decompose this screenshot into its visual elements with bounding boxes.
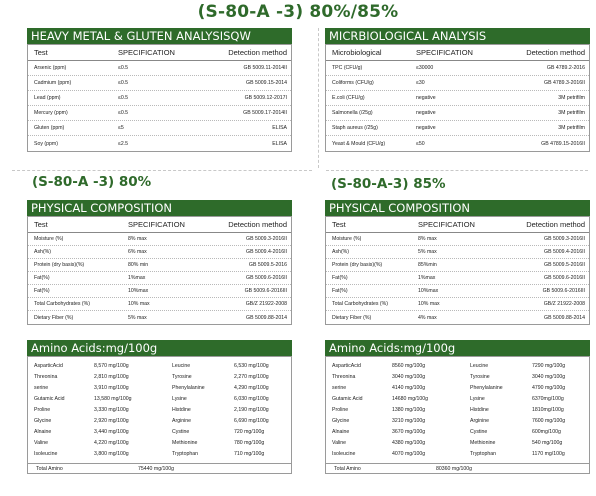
method-cell: 3M petrifilm — [558, 95, 585, 101]
amino-acid-value: 8,570 mg/100g — [94, 363, 129, 369]
method-cell: GB 5009.12-2017I — [244, 95, 287, 101]
table-row — [326, 121, 589, 136]
list-item — [34, 449, 166, 460]
test-cell: E.coli (CFU/g) — [332, 95, 365, 101]
table-row — [326, 233, 589, 246]
spec-cell: 1%max — [418, 275, 436, 281]
table-header-row — [326, 217, 589, 233]
amino-acid-value: 2,190 mg/100g — [234, 407, 269, 413]
test-cell: Lead (ppm) — [34, 95, 61, 101]
test-cell: Staph aureus (/25g) — [332, 125, 378, 131]
spec-cell: negative — [416, 110, 436, 116]
horizontal-divider-right — [326, 170, 588, 171]
method-cell: GB 4789.15-2016II — [541, 140, 585, 147]
total-amino-label: Total Amino — [334, 466, 361, 472]
amino-acid-name: Alnaine — [34, 429, 52, 435]
total-amino-value: 80360 mg/100g — [436, 466, 473, 472]
amino-acid-name: Proline — [34, 407, 51, 413]
test-cell: Salmonella (/25g) — [332, 110, 373, 116]
table-row — [28, 246, 291, 259]
spec-cell: 85%min — [418, 262, 437, 268]
amino-acid-value: 13,580 mg/100g — [94, 396, 132, 402]
amino-acid-name: Gutamic Acid — [34, 396, 65, 402]
list-item — [172, 372, 296, 383]
table-row — [326, 76, 589, 91]
amino-acid-value: 4,220 mg/100g — [94, 440, 129, 446]
amino-acid-name: Cystine — [470, 429, 488, 435]
amino-acid-name: Glycine — [332, 418, 350, 424]
spec-cell: ≤0.5 — [118, 110, 129, 116]
left-physical-table — [27, 216, 292, 325]
method-cell: GB 5009.3-2016II — [544, 236, 585, 242]
list-item — [332, 405, 462, 416]
amino-acid-name: Alnaine — [332, 429, 350, 435]
list-item — [332, 438, 462, 449]
table-row — [326, 136, 589, 151]
list-item — [172, 405, 296, 416]
list-item — [470, 405, 594, 416]
amino-acid-value: 1170 mg/100g — [532, 451, 565, 457]
test-cell: Dietary Fiber (%) — [332, 314, 372, 321]
table-row — [326, 106, 589, 121]
amino-acid-name: serine — [34, 385, 49, 391]
test-cell: Fat(%) — [34, 275, 50, 281]
total-amino-row — [28, 463, 291, 473]
col-test-header: Microbiological — [332, 48, 382, 57]
col-test-header: Test — [34, 220, 48, 229]
amino-acid-value: 3,440 mg/100g — [94, 429, 129, 435]
amino-acid-name: Leucine — [172, 363, 191, 369]
amino-acid-value: 4070 mg/100g — [392, 451, 426, 457]
spec-cell: ≤30000 — [416, 65, 434, 71]
list-item — [470, 449, 594, 460]
amino-acid-value: 2,270 mg/100g — [234, 374, 269, 380]
total-amino-row — [326, 463, 589, 473]
col-spec-header: SPECIFICATION — [118, 48, 175, 57]
col-spec-header: SPECIFICATION — [128, 220, 185, 229]
amino-acid-name: Cystine — [172, 429, 190, 435]
table-row — [326, 259, 589, 272]
table-row — [28, 311, 291, 324]
spec-cell: ≤30 — [416, 80, 425, 86]
list-item — [172, 438, 296, 449]
table-row — [28, 121, 291, 136]
amino-acid-value: 540 mg/100g — [532, 440, 563, 446]
amino-acid-value: 6,690 mg/100g — [234, 418, 269, 424]
table-row — [28, 61, 291, 76]
table-row — [28, 76, 291, 91]
method-cell: GB 5009.6-2016II — [246, 275, 287, 281]
list-item — [34, 427, 166, 438]
list-item — [172, 427, 296, 438]
vertical-divider — [318, 28, 319, 168]
amino-acid-value: 3,800 mg/100g — [94, 451, 129, 457]
list-item — [332, 361, 462, 372]
list-item — [470, 394, 594, 405]
amino-acid-name: Tryptophan — [470, 451, 497, 457]
amino-acid-name: AsparticAcid — [34, 363, 63, 369]
amino-acid-name: Tryptophan — [172, 451, 199, 457]
method-cell: GB 5009.17-2014II — [243, 110, 287, 116]
test-cell: Ash(%) — [332, 249, 350, 255]
left-physical-panel — [27, 200, 292, 325]
amino-acid-value: 710 mg/100g — [234, 451, 265, 457]
spec-cell: 8% max — [418, 236, 437, 242]
table-row — [28, 259, 291, 272]
amino-acid-value: 2,810 mg/100g — [94, 374, 129, 380]
right-physical-panel — [325, 200, 590, 325]
method-cell: 3M petrifilm — [558, 125, 585, 131]
amino-acid-name: Histdine — [470, 407, 489, 413]
list-item — [470, 372, 594, 383]
list-item — [332, 383, 462, 394]
amino-acid-name: Lysine — [470, 396, 485, 402]
list-item — [470, 361, 594, 372]
amino-acid-name: Phenylalanine — [470, 385, 503, 391]
table-row — [28, 136, 291, 151]
amino-acid-name: Valine — [332, 440, 347, 446]
method-cell: GB/Z 21922-2008 — [543, 301, 585, 307]
test-cell: Yeast & Mould (CFU/g) — [332, 140, 386, 147]
amino-acid-name: Phenylalanine — [172, 385, 205, 391]
list-item — [172, 383, 296, 394]
table-row — [326, 298, 589, 311]
amino-acid-value: 6,030 mg/100g — [234, 396, 269, 402]
list-item — [470, 383, 594, 394]
amino-acid-name: serine — [332, 385, 347, 391]
col-method-header: Detection method — [228, 220, 287, 229]
amino-acid-name: Methionine — [470, 440, 496, 446]
amino-acid-name: Threonina — [332, 374, 356, 380]
spec-cell: 6% max — [128, 249, 147, 255]
spec-cell: ≤50 — [416, 140, 425, 147]
amino-acid-value: 6370mg/100g — [532, 396, 564, 402]
amino-acid-value: 4790 mg/100g — [532, 385, 566, 391]
amino-acid-name: Isoleucine — [332, 451, 356, 457]
list-item — [34, 361, 166, 372]
amino-acid-value: 780 mg/100g — [234, 440, 265, 446]
spec-cell: negative — [416, 95, 436, 101]
heavy-metal-header: HEAVY METAL & GLUTEN ANALYSISQW — [27, 28, 292, 44]
method-cell: ELISA — [272, 125, 287, 131]
list-item — [470, 438, 594, 449]
table-row — [28, 233, 291, 246]
table-row — [28, 106, 291, 121]
list-item — [332, 449, 462, 460]
amino-acid-value: 7290 mg/100g — [532, 363, 566, 369]
test-cell: Gluten (ppm) — [34, 125, 65, 131]
amino-acid-value: 14680 mg/100g — [392, 396, 429, 402]
left-amino-table — [27, 356, 292, 474]
amino-acid-value: 4,290 mg/100g — [234, 385, 269, 391]
left-physical-header: PHYSICAL COMPOSITION — [27, 200, 292, 216]
table-header-row — [326, 45, 589, 61]
amino-acid-value: 8560 mg/100g — [392, 363, 426, 369]
table-row — [326, 285, 589, 298]
method-cell: GB 5009.15-2014 — [246, 80, 287, 86]
amino-acid-name: Proline — [332, 407, 349, 413]
test-cell: Mercury (ppm) — [34, 110, 68, 116]
amino-acid-name: Isoleucine — [34, 451, 58, 457]
spec-cell: 10% max — [418, 301, 440, 307]
list-item — [34, 372, 166, 383]
list-item — [332, 427, 462, 438]
amino-acid-value: 3670 mg/100g — [392, 429, 426, 435]
method-cell: ELISA — [272, 140, 287, 147]
col-spec-header: SPECIFICATION — [418, 220, 475, 229]
spec-cell: ≤0.5 — [118, 65, 129, 71]
micro-table — [325, 44, 590, 152]
heavy-metal-panel — [27, 28, 292, 152]
table-row — [326, 272, 589, 285]
left-amino-panel — [27, 340, 292, 474]
test-cell: Cadmium (ppm) — [34, 80, 72, 86]
test-cell: Dietary Fiber (%) — [34, 314, 74, 321]
page-title: (S-80-A -3) 80%/85% — [197, 2, 399, 22]
amino-acid-value: 1380 mg/100g — [392, 407, 426, 413]
method-cell: GB 5009.11-2014II — [243, 65, 287, 71]
amino-acid-value: 6,530 mg/100g — [234, 363, 269, 369]
list-item — [470, 416, 594, 427]
method-cell: 3M petrifilm — [558, 110, 585, 116]
test-cell: Arsenic (ppm) — [34, 65, 67, 71]
col-spec-header: SPECIFICATION — [416, 48, 473, 57]
test-cell: Total Carbohydrates (%) — [34, 301, 90, 307]
amino-acid-name: Glycine — [34, 418, 52, 424]
test-cell: Soy (ppm) — [34, 140, 58, 147]
spec-cell: 4% max — [418, 314, 437, 321]
method-cell: GB 5009.4-2016II — [544, 249, 585, 255]
amino-acid-value: 7600 mg/100g — [532, 418, 566, 424]
right-amino-header: Amino Acids:mg/100g — [325, 340, 590, 356]
spec-cell: ≤0.5 — [118, 95, 129, 101]
amino-acid-value: 3040 mg/100g — [532, 374, 566, 380]
list-item — [172, 394, 296, 405]
amino-acid-value: 3040 mg/100g — [392, 374, 426, 380]
test-cell: TPC (CFU/g) — [332, 65, 363, 71]
test-cell: Fat(%) — [332, 288, 348, 294]
amino-acid-value: 4140 mg/100g — [392, 385, 426, 391]
test-cell: Protein (dry basis)(%) — [332, 262, 383, 268]
test-cell: Moisture (%) — [34, 236, 64, 242]
spec-cell: 1%max — [128, 275, 146, 281]
col-method-header: Detection method — [526, 48, 585, 57]
list-item — [332, 372, 462, 383]
micro-panel — [325, 28, 590, 152]
method-cell: GB 5009.5-2016 — [248, 262, 287, 268]
spec-cell: 80% min — [128, 262, 149, 268]
spec-cell: 5% max — [128, 314, 147, 321]
right-physical-table — [325, 216, 590, 325]
table-row — [326, 91, 589, 106]
amino-acid-value: 2,920 mg/100g — [94, 418, 129, 424]
amino-acid-value: 720 mg/100g — [234, 429, 265, 435]
method-cell: GB 5009.88-2014 — [246, 314, 287, 321]
method-cell: GB 5009.3-2016II — [246, 236, 287, 242]
method-cell: GB 4789.3-2016II — [544, 80, 585, 86]
test-cell: Protein (dry basis)(%) — [34, 262, 85, 268]
amino-acid-name: Arginine — [470, 418, 490, 424]
test-cell: Ash(%) — [34, 249, 52, 255]
spec-cell: ≤0.5 — [118, 80, 129, 86]
left-amino-header: Amino Acids:mg/100g — [27, 340, 292, 356]
amino-acid-value: 3,910 mg/100g — [94, 385, 129, 391]
col-test-header: Test — [332, 220, 346, 229]
test-cell: Fat(%) — [332, 275, 348, 281]
micro-header: MICRBIOLOGICAL ANALYSIS — [325, 28, 590, 44]
method-cell: GB 5009.6-2016III — [542, 288, 585, 294]
list-item — [172, 361, 296, 372]
amino-acid-name: Leucine — [470, 363, 489, 369]
left-section-title: (S-80-A -3) 80% — [32, 174, 152, 190]
test-cell: Moisture (%) — [332, 236, 362, 242]
table-header-row — [28, 217, 291, 233]
amino-acid-value: 4380 mg/100g — [392, 440, 426, 446]
table-row — [326, 61, 589, 76]
table-row — [28, 272, 291, 285]
table-row — [28, 91, 291, 106]
amino-acid-name: Gutamic Acid — [332, 396, 363, 402]
amino-acid-value: 3,330 mg/100g — [94, 407, 129, 413]
list-item — [34, 438, 166, 449]
amino-acid-name: Valine — [34, 440, 49, 446]
spec-cell: ≤2.5 — [118, 140, 129, 147]
spec-cell: negative — [416, 125, 436, 131]
total-amino-label: Total Amino — [36, 466, 63, 472]
col-method-header: Detection method — [526, 220, 585, 229]
method-cell: GB 4789.2-2016 — [546, 65, 585, 71]
list-item — [332, 394, 462, 405]
table-header-row — [28, 45, 291, 61]
spec-cell: 10%max — [128, 288, 149, 294]
right-amino-table — [325, 356, 590, 474]
amino-acid-name: AsparticAcid — [332, 363, 361, 369]
amino-acid-value: 3210 mg/100g — [392, 418, 426, 424]
amino-acid-name: Tyrosine — [172, 374, 192, 380]
heavy-metal-table — [27, 44, 292, 152]
right-physical-header: PHYSICAL COMPOSITION — [325, 200, 590, 216]
total-amino-value: 75440 mg/100g — [138, 466, 175, 472]
method-cell: GB 5009.88-2014 — [544, 314, 585, 321]
method-cell: GB/Z 21922-2008 — [245, 301, 287, 307]
method-cell: GB 5009.6-2016II — [544, 275, 585, 281]
amino-acid-name: Tyrosine — [470, 374, 490, 380]
amino-acid-name: Histdine — [172, 407, 191, 413]
amino-acid-name: Threonina — [34, 374, 58, 380]
test-cell: Total Carbohydrates (%) — [332, 301, 388, 307]
spec-cell: 5% max — [418, 249, 437, 255]
amino-acid-name: Lysine — [172, 396, 187, 402]
list-item — [34, 383, 166, 394]
table-row — [326, 311, 589, 324]
amino-acid-value: 1810mg/100g — [532, 407, 564, 413]
list-item — [172, 449, 296, 460]
list-item — [172, 416, 296, 427]
amino-acid-name: Methionine — [172, 440, 198, 446]
right-amino-panel — [325, 340, 590, 474]
method-cell: GB 5009.6-2016III — [244, 288, 287, 294]
col-method-header: Detection method — [228, 48, 287, 57]
method-cell: GB 5009.4-2016II — [246, 249, 287, 255]
amino-acid-name: Arginine — [172, 418, 192, 424]
test-cell: Coliforms (CFU/g) — [332, 80, 374, 86]
col-test-header: Test — [34, 48, 48, 57]
spec-cell: ≤5 — [118, 125, 124, 131]
table-row — [326, 246, 589, 259]
spec-cell: 8% max — [128, 236, 147, 242]
list-item — [34, 405, 166, 416]
right-section-title: (S-80-A-3) 85% — [331, 176, 446, 192]
method-cell: GB 5009.5-2016II — [544, 262, 585, 268]
spec-cell: 10% max — [128, 301, 150, 307]
table-row — [28, 298, 291, 311]
list-item — [34, 394, 166, 405]
list-item — [470, 427, 594, 438]
list-item — [34, 416, 166, 427]
spec-cell: 10%max — [418, 288, 439, 294]
list-item — [332, 416, 462, 427]
test-cell: Fat(%) — [34, 288, 50, 294]
horizontal-divider-left — [12, 170, 312, 171]
table-row — [28, 285, 291, 298]
amino-acid-value: 600mg/100g — [532, 429, 561, 435]
